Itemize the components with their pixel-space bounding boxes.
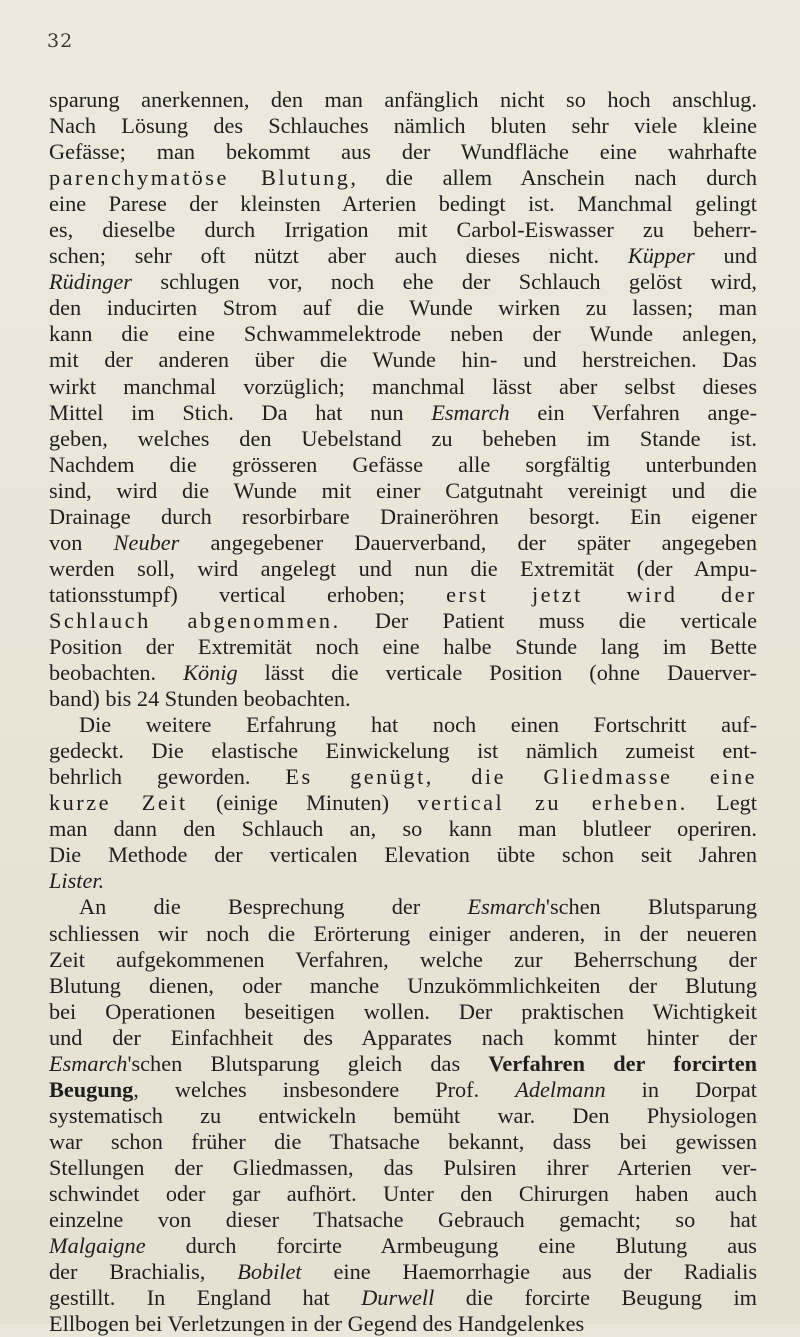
text-run: schlugen vor, noch ehe der Schlauch gelöst wird, [131,269,757,295]
text-run: es, dieselbe durch Irrigation mit Carbol-Eiswasser zu beherr- [49,217,757,243]
spaced-emphasis: Schlauch abgenommen. [49,607,341,633]
spaced-emphasis: kurze Zeit [49,790,188,816]
text-run: schwindet oder gar aufhört. Unter den Chirurgen haben auch [49,1180,757,1206]
text-line [49,686,757,712]
text-line [49,139,757,165]
text-line [49,894,757,920]
text-line [49,1025,757,1051]
text-run: Position der Extremität noch eine halbe Stunde lang im Bette [49,633,757,659]
text-line [49,1233,757,1259]
text-run: (einige Minuten) [187,790,418,816]
text-run: die forcirte Beugung im [434,1285,757,1311]
text-line [49,1155,757,1181]
italic-name: Lister. [49,868,105,894]
text-run: beobachten. [49,660,184,686]
body-text [49,87,757,1337]
text-line [49,842,757,868]
text-line [49,816,757,842]
text-line [49,764,757,790]
text-run: band) bis 24 Stunden beobachten. [49,686,351,712]
text-line [49,556,757,582]
text-run: mit der anderen über die Wunde hin- und herstreichen. Das [49,347,757,373]
text-line [49,582,757,608]
text-run: An die Besprechung der [79,894,468,920]
text-run: eine Parese der kleinsten Arterien bedingt ist. Manchmal gelingt [49,191,757,217]
text-run: Drainage durch resorbirbare Draineröhren besorgt. Ein eigener [49,503,757,529]
text-line [49,504,757,530]
text-line [49,1077,757,1103]
text-run: einzelne von dieser Thatsache Gebrauch gemacht; so hat [49,1207,757,1233]
text-run: Stellungen der Gliedmassen, das Pulsiren ihrer Arterien ver- [49,1154,757,1180]
text-line [49,243,757,269]
italic-name: Neuber [113,529,180,555]
text-line [49,113,757,139]
text-line [49,452,757,478]
text-line [49,608,757,634]
italic-name: Esmarch [467,894,546,920]
text-line [49,1103,757,1129]
italic-name: Durwell [361,1285,435,1311]
text-line [49,921,757,947]
text-run: man dann den Schlauch an, so kann man blutleer operiren. [49,816,757,842]
bold-emphasis: Verfahren der forcirten [488,1050,757,1076]
text-line [49,634,757,660]
text-run: von [49,529,114,555]
text-line [49,400,757,426]
text-line [49,660,757,686]
text-line [49,269,757,295]
text-run: Die Methode der verticalen Elevation übte schon seit Jahren [49,842,757,868]
text-run: Zeit aufgekommenen Verfahren, welche zur Beherrschung der [49,946,757,972]
text-run: wirkt manchmal vorzüglich; manchmal lässt aber selbst dieses [49,373,757,399]
italic-name: Esmarch [431,399,510,425]
text-line [49,738,757,764]
italic-name: Adelmann [515,1076,606,1102]
text-line [49,191,757,217]
italic-name: König [183,660,238,686]
text-run: 'schen Blutsparung gleich das [127,1050,489,1076]
text-run: gestillt. In England hat [49,1285,362,1311]
text-line [49,973,757,999]
text-run: bei Operationen beseitigen wollen. Der praktischen Wichtigkeit [49,998,757,1024]
italic-name: Küpper [627,243,695,269]
spaced-emphasis: vertical zu erheben. [417,790,688,816]
italic-name: Malgaigne [49,1233,146,1259]
text-line [49,321,757,347]
text-run: eine Haemorrhagie aus der Radialis [301,1259,757,1285]
text-line [49,1207,757,1233]
text-line [49,790,757,816]
text-line [49,426,757,452]
text-run: Gefässe; man bekommt aus der Wundfläche eine wahrhafte [49,139,757,165]
paragraph [49,87,757,712]
text-run: gedeckt. Die elastische Einwickelung ist nämlich zumeist ent- [49,738,757,764]
text-line [49,87,757,113]
text-run: Ellbogen bei Verletzungen in der Gegend des Handgelenkes [49,1311,585,1337]
text-run: Legt [687,790,757,816]
text-line [49,478,757,504]
text-run: und [694,243,757,269]
text-line [49,295,757,321]
text-run: in Dorpat [605,1076,757,1102]
text-line [49,1259,757,1285]
text-run: Nach Lösung des Schlauches nämlich bluten sehr viele kleine [49,113,757,139]
text-line [49,347,757,373]
text-line [49,868,757,894]
text-run: geben, welches den Uebelstand zu beheben im Stande ist. [49,425,757,451]
bold-emphasis: Beugung [49,1076,134,1102]
italic-name: Bobilet [237,1259,302,1285]
text-run: sparung anerkennen, den man anfänglich nicht so hoch anschlug. [49,87,757,112]
text-run: und der Einfachheit des Apparates nach kommt hinter der [49,1024,757,1050]
spaced-emphasis: parenchymatöse Blutung [49,165,351,191]
text-run: schen; sehr oft nützt aber auch dieses nicht. [49,243,628,269]
text-run: war schon früher die Thatsache bekannt, dass bei gewissen [49,1128,757,1154]
text-run: Die weitere Erfahrung hat noch einen Fortschritt auf- [79,712,757,738]
text-line [49,530,757,556]
text-line [49,999,757,1025]
paragraph [49,712,757,894]
text-run: lässt die verticale Position (ohne Dauerver- [237,660,757,686]
text-line [49,217,757,243]
text-line [49,374,757,400]
text-line [49,712,757,738]
text-run: ein Verfahren ange- [509,399,757,425]
italic-name: Rüdinger [49,269,132,295]
text-line [49,1285,757,1311]
text-run: kann die eine Schwammelektrode neben der Wunde anlegen, [49,321,757,347]
text-line [49,1181,757,1207]
text-run: schliessen wir noch die Erörterung einiger anderen, in der neueren [49,920,757,946]
italic-name: Esmarch [49,1050,128,1076]
spaced-emphasis: Es genügt, die Gliedmasse eine [285,764,757,790]
paragraph [49,894,757,1337]
spaced-emphasis: erst jetzt wird der [446,581,757,607]
text-run: werden soll, wird angelegt und nun die Extremität (der Ampu- [49,555,757,581]
text-line [49,165,757,191]
text-run: behrlich geworden. [49,764,286,790]
page-number: 32 [47,30,74,52]
text-run: tationsstumpf) vertical erhoben; [49,581,447,607]
text-line [49,1051,757,1077]
text-run: der Brachialis, [49,1259,238,1285]
text-run: Nachdem die grösseren Gefässe alle sorgfältig unterbunden [49,451,757,477]
text-run: systematisch zu entwickeln bemüht war. Den Physiologen [49,1102,757,1128]
text-run: , die allem Anschein nach durch [350,165,757,191]
text-line [49,1311,757,1337]
text-line [49,947,757,973]
text-line [49,1129,757,1155]
text-run: Mittel im Stich. Da hat nun [49,399,432,425]
text-run: , welches insbesondere Prof. [133,1076,516,1102]
text-run: Blutung dienen, oder manche Unzukömmlichkeiten der Blutung [49,972,757,998]
text-run: Der Patient muss die verticale [340,607,757,633]
text-run: angegebener Dauerverband, der später angegeben [179,529,757,555]
text-run: durch forcirte Armbeugung eine Blutung aus [145,1233,757,1259]
text-run: 'schen Blutsparung [545,894,757,920]
text-run: sind, wird die Wunde mit einer Catgutnaht vereinigt und die [49,477,757,503]
text-run: den inducirten Strom auf die Wunde wirken zu lassen; man [49,295,757,321]
